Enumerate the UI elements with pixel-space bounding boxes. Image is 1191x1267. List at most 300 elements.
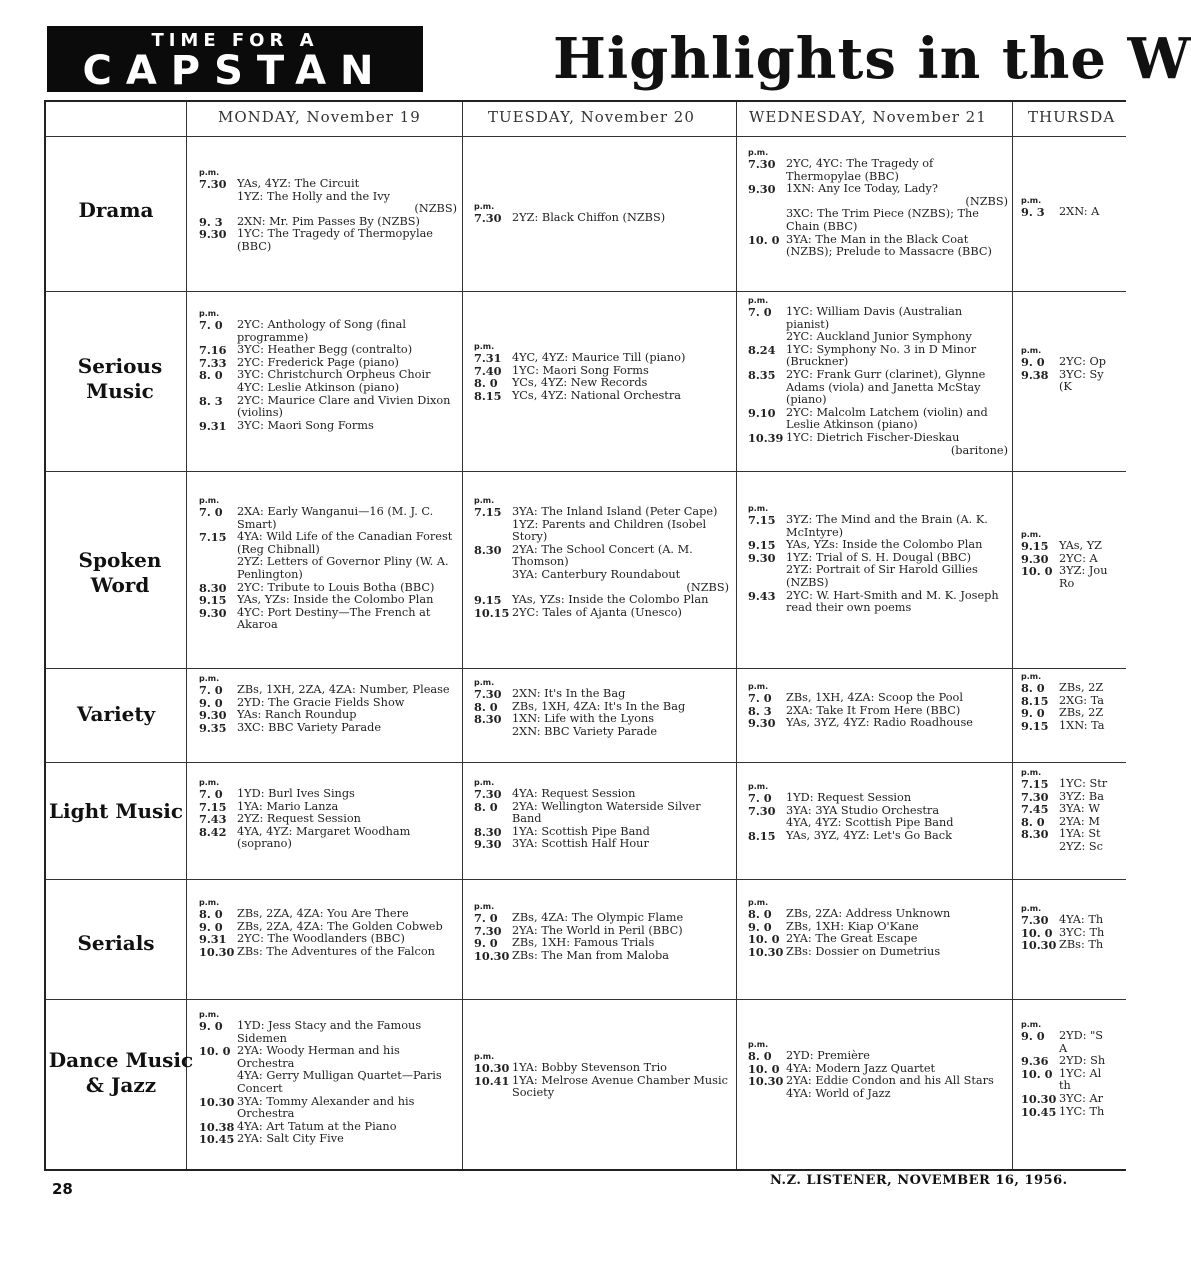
listing-time: 8. 0 (199, 907, 223, 921)
pm-label: p.m. (199, 674, 220, 683)
listing-row (748, 1075, 1008, 1088)
listing-text: 2XN: A (1059, 205, 1100, 218)
listing-time: 7. 0 (199, 787, 223, 801)
listing-text: th (1059, 1079, 1071, 1093)
listing-text: 2YA: The School Concert (A. M. Thomson) (512, 542, 693, 569)
col-divider (1012, 102, 1013, 1169)
listing-text: 4YC: Port Destiny—The French at Akaroa (237, 605, 431, 632)
listing-time: 8. 0 (1021, 814, 1045, 829)
listing-text: 1YD: Request Session (786, 791, 912, 804)
serials-monday-cell (199, 898, 457, 958)
variety-tuesday-cell (474, 678, 729, 738)
listing-time: 9. 0 (199, 1019, 223, 1033)
listing-text: 1YC: William Davis (Australian pianist) (786, 305, 963, 331)
listing-text: ZBs, 2ZA, 4ZA: You Are There (237, 907, 409, 920)
listing-text: ZBs, 1XH: Famous Trials (512, 936, 655, 950)
page-headline: Highlights in the W (553, 26, 1191, 92)
listing-text: 1YC: Str (1059, 777, 1108, 790)
listing-time: 7.30 (748, 157, 776, 171)
listing-time: 10.30 (474, 1061, 510, 1075)
listing-row (199, 607, 457, 632)
listing-time: 8. 0 (474, 376, 498, 391)
listing-text: 3YA: The Inland Island (Peter Cape) (512, 505, 718, 518)
listing-row (474, 950, 729, 963)
listing-text: ZBs, 2ZA, 4ZA: The Golden Cobweb (237, 919, 443, 933)
listing-time: 9. 3 (1021, 205, 1045, 219)
pm-label: p.m. (474, 678, 495, 687)
listing-time (748, 564, 786, 589)
listing-time: 10.41 (474, 1073, 510, 1088)
listing-row (199, 531, 457, 556)
listing-row (748, 183, 1008, 196)
listing-row (748, 407, 1008, 432)
listing-time: 8.35 (748, 367, 776, 382)
listing-text: 2YC: Tribute to Louis Botha (BBC) (237, 580, 435, 594)
category-variety: Variety (76, 702, 156, 726)
listing-text: 1XN: Life with the Lyons (512, 712, 655, 726)
listing-row (748, 817, 1008, 830)
listing-text: 2YA: The World in Peril (BBC) (512, 923, 683, 937)
listing-time: 8. 0 (1021, 681, 1045, 695)
listing-text: 3YA: Scottish Half Hour (512, 837, 649, 851)
listing-text: ZBs: Th (1059, 938, 1104, 952)
col-divider (462, 102, 463, 1169)
pm-label: p.m. (199, 1010, 220, 1019)
listing-time (748, 445, 786, 458)
listing-time: 7.30 (474, 211, 502, 225)
listing-time: 9.31 (199, 418, 227, 433)
listing-text: 2YC: Auckland Junior Symphony (786, 330, 972, 344)
listing-time: 7. 0 (748, 305, 772, 319)
listing-text: ZBs, 1XH, 4ZA: It's In the Bag (512, 699, 686, 713)
pm-label: p.m. (1021, 672, 1042, 681)
listing-text: 3XC: BBC Variety Parade (237, 720, 382, 734)
pm-label: p.m. (748, 296, 769, 305)
listing-text: YAs: Ranch Roundup (237, 708, 357, 722)
category-drama: Drama (78, 198, 154, 222)
listing-row (1021, 707, 1131, 720)
issue-line: N.Z. LISTENER, NOVEMBER 16, 1956. (770, 1173, 1068, 1188)
row-divider (46, 762, 1126, 763)
listing-text: YAs, 3YZ, 4YZ: Radio Roadhouse (786, 716, 973, 730)
listing-text: 4YA: Modern Jazz Quartet (786, 1061, 936, 1075)
listing-text: (NZBS) (414, 202, 457, 216)
listing-time: 10. 0 (748, 932, 780, 947)
listing-time: 10. 0 (748, 232, 780, 247)
listing-time: 9.31 (199, 932, 227, 947)
listing-time: 9.30 (474, 837, 502, 852)
listing-text: 3YA: W (1059, 802, 1100, 816)
listing-row (474, 212, 729, 225)
listing-time: 9.10 (748, 405, 776, 420)
listing-time (748, 331, 786, 344)
listing-text: 1YC: Dietrich Fischer-Dieskau (786, 430, 960, 444)
listing-row (474, 607, 729, 620)
listing-row (199, 594, 457, 607)
listing-text: 2YA: Wellington Waterside Silver Band (512, 799, 701, 826)
listing-text: 3XC: The Trim Piece (NZBS); The Chain (BBC) (786, 207, 979, 233)
listing-row (474, 519, 729, 544)
listing-text: 2YC: Tales of Ajanta (Unesco) (512, 605, 682, 619)
listing-row (748, 830, 1008, 843)
listing-time: 10.30 (748, 1074, 784, 1089)
listing-text: 2XA: Take It From Here (BBC) (786, 703, 961, 717)
listing-time: 9. 0 (199, 695, 223, 710)
listing-row (1021, 778, 1131, 791)
listing-row (748, 331, 1008, 344)
listing-row (1021, 1055, 1131, 1068)
listing-text: 2YC: Frederick Page (piano) (237, 355, 399, 369)
listing-time: 7.15 (199, 530, 227, 545)
listing-time: 9. 0 (1021, 355, 1045, 369)
drama-thursday-cell (1021, 196, 1131, 219)
listing-row (199, 826, 457, 851)
row-divider (46, 136, 1126, 137)
listing-text: 2YC: Frank Gurr (clarinet), Glynne Adams (viola) and Janetta McStay (piano) (786, 367, 986, 407)
listing-time: 8.30 (474, 712, 502, 727)
listing-row (199, 1133, 457, 1146)
listing-row (199, 1070, 457, 1095)
listing-text: YCs, 4YZ: National Orchestra (512, 388, 681, 402)
listing-time (199, 556, 237, 581)
day-header-tuesday: TUESDAY, November 20 (488, 108, 695, 126)
listing-time: 10.38 (199, 1119, 235, 1134)
variety-wednesday-cell (748, 682, 1008, 730)
listing-text: YCs, 4YZ: New Records (512, 376, 648, 390)
listing-text: 1YC: Maori Song Forms (512, 363, 649, 377)
listing-text: 2YC: Malcolm Latchem (violin) and Leslie Atkinson (piano) (786, 405, 988, 432)
listing-row (199, 203, 457, 216)
listing-text: ZBs: The Man from Maloba (512, 948, 669, 962)
listing-time: 9.38 (1021, 367, 1049, 382)
listing-text: 3YC: Christchurch Orpheus Choir (237, 368, 431, 382)
listing-row (199, 946, 457, 959)
listing-row (748, 514, 1008, 539)
listing-time: 8.30 (199, 580, 227, 595)
listing-time: 10.30 (748, 944, 784, 959)
listing-time: 10.30 (1021, 938, 1057, 953)
row-divider (46, 668, 1126, 669)
listing-time: 8. 0 (199, 368, 223, 383)
row-divider (46, 471, 1126, 472)
listing-text: 1YA: Melrose Avenue Chamber Music Society (512, 1073, 728, 1100)
listing-text: 4YA: Art Tatum at the Piano (237, 1119, 397, 1133)
listing-text: 4YA, 4YZ: Margaret Woodham (soprano) (237, 824, 411, 851)
listing-row (748, 306, 1008, 331)
listing-text: 2YA: M (1059, 814, 1100, 828)
listing-time: 10. 0 (1021, 925, 1053, 940)
listing-time: 7. 0 (748, 691, 772, 705)
listing-time: 9.30 (199, 708, 227, 723)
listing-time (1021, 381, 1059, 394)
serious-music-tuesday-cell (474, 342, 729, 402)
listing-row (748, 539, 1008, 552)
listing-text: 4YA: Request Session (512, 787, 636, 800)
listing-time: 9.15 (1021, 718, 1049, 733)
listing-time: 7.30 (199, 177, 227, 191)
listing-time: 9. 0 (199, 919, 223, 934)
category-dance-music-jazz: Dance Music & Jazz (48, 1048, 194, 1097)
spoken-word-monday-cell (199, 496, 457, 632)
listing-text: 2YC: Anthology of Song (final programme) (237, 318, 406, 344)
listing-text: 3YA: Tommy Alexander and his Orchestra (237, 1094, 415, 1121)
listing-time: 7.15 (474, 505, 502, 519)
listing-text: 4YA: Th (1059, 913, 1104, 926)
listing-row (199, 709, 457, 722)
category-serious-music: Serious Music (77, 354, 163, 403)
pm-label: p.m. (474, 1052, 495, 1061)
pm-label: p.m. (748, 1040, 769, 1049)
capstan-ad (47, 26, 423, 92)
listing-text: ZBs, 1XH: Kiap O'Kane (786, 919, 919, 933)
light-music-tuesday-cell (474, 778, 729, 851)
listing-text: 1YC: Symphony No. 3 in D Minor (Bruckner) (786, 342, 977, 369)
listing-row (748, 445, 1008, 458)
listing-time (1021, 578, 1059, 591)
listing-time (199, 1070, 237, 1095)
listing-time: 8. 0 (474, 699, 498, 714)
listing-time: 9. 0 (1021, 1029, 1045, 1043)
listing-text: 2XA: Early Wanganui—16 (M. J. C. Smart) (237, 505, 434, 531)
serials-tuesday-cell (474, 902, 729, 962)
serials-wednesday-cell (748, 898, 1008, 958)
listing-time: 7.30 (748, 803, 776, 818)
listing-row (199, 506, 457, 531)
listing-text: 2YZ: Portrait of Sir Harold Gillies (NZBS) (786, 563, 978, 589)
listing-row (199, 556, 457, 581)
listing-time: 9. 0 (1021, 706, 1045, 721)
listing-time: 7.30 (1021, 913, 1049, 927)
pm-label: p.m. (1021, 346, 1042, 355)
listing-row (199, 382, 457, 395)
listing-text: 3YC: Ar (1059, 1091, 1104, 1105)
pm-label: p.m. (199, 496, 220, 505)
listing-time (1021, 841, 1059, 854)
listing-time: 7.16 (199, 343, 227, 358)
listing-row (199, 420, 457, 433)
listing-text: YAs, YZs: Inside the Colombo Plan (786, 538, 983, 552)
listing-text: YAs, YZs: Inside the Colombo Plan (512, 593, 709, 607)
listing-text: 4YC, 4YZ: Maurice Till (piano) (512, 351, 686, 364)
listing-time: 9. 3 (199, 214, 223, 229)
listing-time (199, 203, 237, 216)
listing-row (1021, 356, 1131, 369)
listing-row (474, 688, 729, 701)
listing-text: 4YA, 4YZ: Scottish Pipe Band (786, 816, 954, 830)
listing-time: 10.30 (474, 948, 510, 963)
listing-row (748, 933, 1008, 946)
pm-label: p.m. (748, 682, 769, 691)
listing-time: 9.15 (474, 593, 502, 608)
day-header-wednesday: WEDNESDAY, November 21 (749, 108, 987, 126)
listing-time: 7.15 (1021, 777, 1049, 791)
listing-time: 7. 0 (199, 505, 223, 519)
listing-text: 2YZ: Black Chiffon (NZBS) (512, 211, 666, 224)
listing-time: 7. 0 (199, 318, 223, 332)
pm-label: p.m. (199, 778, 220, 787)
listing-time: 8. 3 (199, 393, 223, 408)
listing-time: 7. 0 (199, 683, 223, 697)
listing-row (474, 390, 729, 403)
listing-time: 7.31 (474, 351, 502, 365)
listing-text: 2YC, 4YC: The Tragedy of Thermopylae (BBC) (786, 157, 934, 183)
listing-text: 2YD: Première (786, 1049, 870, 1062)
listing-row (199, 178, 457, 191)
listing-time: 8.42 (199, 824, 227, 839)
listing-text: 4YA: Gerry Mulligan Quartet—Paris Concert (237, 1069, 442, 1095)
listing-text: 4YA: Wild Life of the Canadian Forest (Reg Chibnall) (237, 530, 453, 556)
pm-label: p.m. (474, 342, 495, 351)
serials-thursday-cell (1021, 904, 1131, 952)
listing-time: 8. 0 (748, 1049, 772, 1063)
spoken-word-wednesday-cell (748, 504, 1008, 615)
listing-text: ZBs, 2Z (1059, 706, 1104, 720)
listing-row (1021, 1106, 1131, 1119)
listing-text: 1YC: Th (1059, 1104, 1105, 1118)
listing-row (199, 933, 457, 946)
listing-row (199, 788, 457, 801)
category-serials: Serials (77, 931, 155, 955)
listing-time (199, 191, 237, 204)
listing-time: 10. 0 (199, 1044, 231, 1059)
spoken-word-thursday-cell (1021, 530, 1131, 590)
listing-row (1021, 841, 1131, 854)
listing-text: 2YC: A (1059, 551, 1098, 565)
listing-text: 3YC: Heather Begg (contralto) (237, 343, 413, 357)
variety-monday-cell (199, 674, 457, 734)
listing-time: 9.15 (1021, 539, 1049, 553)
pm-label: p.m. (199, 898, 220, 907)
listing-time: 7.30 (474, 923, 502, 938)
listing-text: 2YD: "S (1059, 1029, 1104, 1042)
listing-time (748, 196, 786, 209)
dance-music-thursday-cell (1021, 1020, 1131, 1118)
listing-row (1021, 1093, 1131, 1106)
listing-text: 4YA: World of Jazz (786, 1086, 891, 1100)
listing-row (1021, 803, 1131, 816)
listing-time: 10.15 (474, 605, 510, 620)
listing-row (748, 344, 1008, 369)
listing-time (748, 1088, 786, 1101)
listing-text: ZBs, 1XH, 4ZA: Scoop the Pool (786, 691, 963, 704)
listing-row (1021, 381, 1131, 394)
listing-time: 7.15 (748, 513, 776, 527)
light-music-thursday-cell (1021, 768, 1131, 854)
listing-text: ZBs, 1XH, 2ZA, 4ZA: Number, Please (237, 683, 450, 696)
listing-row (474, 1062, 729, 1075)
listing-row (748, 564, 1008, 589)
listing-text: 1YD: Burl Ives Sings (237, 787, 355, 800)
spoken-word-tuesday-cell (474, 496, 729, 619)
listing-text: 1YA: Scottish Pipe Band (512, 824, 650, 838)
listing-row (474, 594, 729, 607)
listing-row (199, 228, 457, 253)
listing-row (1021, 540, 1131, 553)
listing-text: A (1059, 1041, 1068, 1055)
row-divider (46, 879, 1126, 880)
listing-row (474, 1075, 729, 1100)
category-spoken-word: Spoken Word (78, 548, 162, 597)
col-divider (186, 102, 187, 1169)
listing-row (474, 726, 729, 739)
listing-time: 7.45 (1021, 802, 1049, 817)
listing-row (1021, 914, 1131, 927)
listing-row (1021, 939, 1131, 952)
serious-music-thursday-cell (1021, 346, 1131, 394)
listing-time: 8. 3 (748, 703, 772, 718)
listing-text: 3YA: Canterbury Roundabout (512, 567, 681, 581)
listing-time: 7.40 (474, 363, 502, 378)
pm-label: p.m. (474, 202, 495, 211)
listing-time: 9.30 (1021, 551, 1049, 566)
listing-text: 2XN: Mr. Pim Passes By (NZBS) (237, 214, 420, 228)
pm-label: p.m. (199, 309, 220, 318)
listing-text: 2YZ: Sc (1059, 839, 1103, 853)
listing-text: 3YZ: The Mind and the Brain (A. K. McIntyre) (786, 513, 988, 539)
listing-row (199, 395, 457, 420)
listing-time: 9.15 (748, 538, 776, 553)
listing-text: ZBs, 4ZA: The Olympic Flame (512, 911, 684, 924)
listing-row (199, 1045, 457, 1070)
listing-row (748, 717, 1008, 730)
listing-row (748, 432, 1008, 445)
listing-text: 2XN: It's In the Bag (512, 687, 626, 700)
listing-time (748, 817, 786, 830)
listing-row (474, 506, 729, 519)
listing-time: 7.15 (199, 799, 227, 814)
listing-time: 9.43 (748, 588, 776, 603)
listing-time: 10.30 (199, 944, 235, 959)
pm-label: p.m. (748, 898, 769, 907)
listing-row (1021, 682, 1131, 695)
listing-row (748, 692, 1008, 705)
light-music-monday-cell (199, 778, 457, 851)
listing-row (748, 908, 1008, 921)
page-number: 28 (52, 1180, 73, 1198)
pm-label: p.m. (1021, 530, 1042, 539)
listing-text: 1YC: Al (1059, 1066, 1102, 1080)
listing-text: 2YA: Salt City Five (237, 1132, 344, 1146)
listing-row (748, 590, 1008, 615)
listing-text: 1YC: The Tragedy of Thermopylae (BBC) (237, 227, 433, 253)
pm-label: p.m. (748, 148, 769, 157)
listing-row (474, 801, 729, 826)
listing-text: 3YC: Sy (1059, 367, 1104, 381)
listing-text: (NZBS) (686, 580, 729, 594)
listing-time: 10. 0 (1021, 564, 1053, 579)
listing-time: 9.30 (748, 550, 776, 565)
listing-text: 2YC: Op (1059, 355, 1106, 368)
drama-tuesday-cell (474, 202, 729, 225)
listing-text: 1YA: Bobby Stevenson Trio (512, 1061, 667, 1074)
listing-text: (NZBS) (965, 194, 1008, 208)
listing-time: 10.45 (199, 1132, 235, 1147)
listing-time: 8.30 (474, 824, 502, 839)
listing-time: 8.24 (748, 342, 776, 357)
listing-text: ZBs: The Adventures of the Falcon (237, 944, 435, 958)
pm-label: p.m. (474, 778, 495, 787)
listing-row (474, 569, 729, 582)
pm-label: p.m. (199, 168, 220, 177)
listing-time: 7. 0 (748, 791, 772, 805)
listing-row (748, 1050, 1008, 1063)
drama-monday-cell (199, 168, 457, 254)
listing-time: 10.30 (199, 1094, 235, 1109)
listing-time: 7.30 (474, 787, 502, 801)
listing-time: 8.30 (1021, 827, 1049, 842)
variety-thursday-cell (1021, 672, 1131, 732)
listing-row (1021, 578, 1131, 591)
